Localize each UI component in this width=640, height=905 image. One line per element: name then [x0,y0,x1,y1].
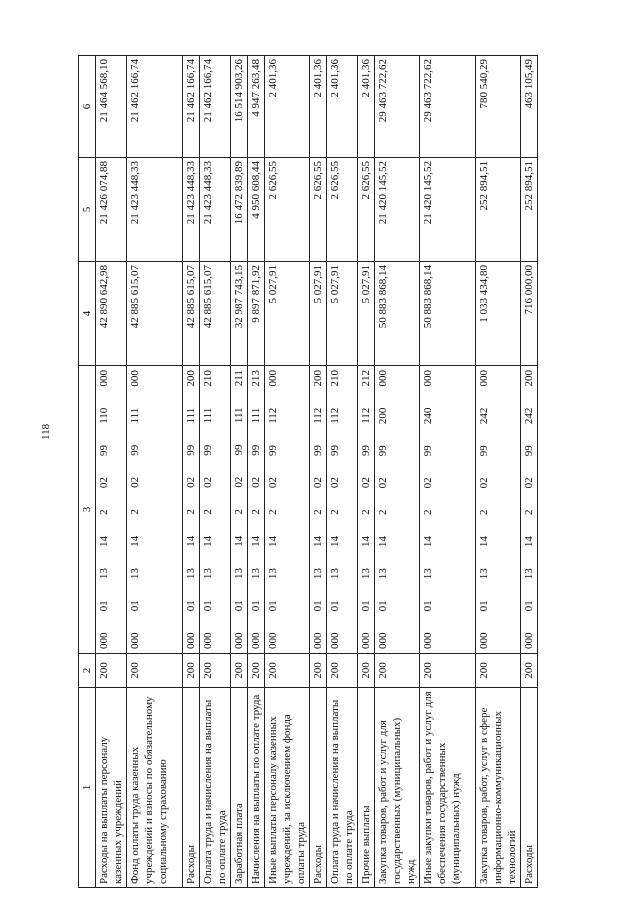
classifier-part: 2 [202,509,214,515]
row-value-col5: 21 423 448,33 [183,158,200,262]
classifier-part: 000 [233,632,245,649]
classifier-part: 01 [98,600,110,612]
header-cell: 3 [79,366,96,654]
row-classifier [183,366,200,654]
classifier-part: 02 [422,477,434,489]
row-name: Оплата труда и начисления на выплаты по оплате труда [200,688,231,888]
row-value-col5: 21 426 074,88 [96,158,127,262]
classifier-part: 2 [267,509,279,515]
row-classifier [127,366,183,654]
classifier-part: 111 [250,407,262,424]
classifier-part: 2 [98,509,110,515]
classifier-part: 01 [329,600,341,612]
classifier-part: 13 [422,568,434,580]
classifier-part: 13 [233,567,245,579]
header-cell: 5 [79,158,96,262]
classifier-part: 99 [233,444,245,456]
row-value-col5: 21 420 145,52 [420,158,476,262]
row-classifier [248,366,265,654]
row-name: Закупка товаров, работ, услуг в сфере информационно-коммуникационных технологий [476,688,521,888]
row-code: 200 [183,654,200,688]
classifier-part: 14 [377,536,389,548]
table-row [310,56,327,888]
classifier-part: 2 [360,509,372,515]
row-value-col6: 2 401,36 [358,56,375,158]
row-value-col5: 2 626,55 [358,158,375,262]
classifier-part: 14 [185,535,197,547]
row-value-col4: 9 897 871,92 [248,262,265,366]
classifier-part: 99 [377,445,389,457]
row-name: Заработная плата [231,688,248,888]
classifier-part: 02 [98,477,110,489]
row-classifier [476,366,521,654]
row-value-col5: 2 626,55 [310,158,327,262]
header-cell: 2 [79,654,96,688]
row-value-col6: 780 540,29 [476,56,521,158]
table-row [327,56,358,888]
classifier-part: 13 [202,568,214,580]
classifier-part: 2 [233,508,245,515]
budget-table [78,55,538,888]
classifier-part: 2 [329,509,341,515]
classifier-part: 02 [478,477,490,489]
classifier-part: 111 [185,407,197,424]
row-value-col5: 252 894,51 [476,158,521,262]
header-cell: 6 [79,56,96,158]
row-name: Расходы на выплаты персоналу казенных учреждений [96,688,127,888]
row-classifier [231,366,248,654]
row-classifier [96,366,127,654]
classifier-part: 01 [202,600,214,612]
classifier-part: 200 [377,407,389,425]
classifier-part: 02 [329,477,341,489]
classifier-part: 01 [129,600,141,612]
row-name: Оплата труда и начисления на выплаты по оплате труда [327,688,358,888]
row-value-col5: 21 420 145,52 [375,158,420,262]
classifier-part: 13 [185,568,197,580]
classifier-part: 000 [523,632,535,649]
row-name: Расходы [310,688,327,888]
table-row [521,56,538,888]
classifier-part: 01 [360,600,372,612]
classifier-part: 242 [478,407,490,425]
row-name: Прочие выплаты [358,688,375,888]
classifier-part: 02 [312,477,324,489]
row-value-col4: 42 890 642,98 [96,262,127,366]
row-value-col6: 21 464 568,10 [96,56,127,158]
classifier-part: 2 [129,509,141,515]
classifier-part: 02 [233,476,245,488]
table-row [358,56,375,888]
row-value-col6: 2 401,36 [310,56,327,158]
row-name: Фонд оплаты труда казенных учреждений и взносы по обязательному социальному страхованию [127,688,183,888]
classifier-part: 210 [202,370,214,387]
row-value-col6: 463 105,49 [521,56,538,158]
row-code: 200 [521,654,538,688]
table-row [231,56,248,888]
row-value-col5: 21 423 448,33 [127,158,183,262]
header-cell: 1 [79,688,96,888]
row-code: 200 [358,654,375,688]
classifier-part: 111 [202,407,214,424]
row-code: 200 [248,654,265,688]
row-value-col4: 50 883 868,14 [375,262,420,366]
classifier-part: 112 [267,407,279,424]
classifier-part: 14 [478,536,490,548]
row-classifier [327,366,358,654]
classifier-part: 000 [312,632,324,649]
row-value-col5: 21 423 448,33 [200,158,231,262]
classifier-part: 99 [523,445,535,457]
row-value-col4: 1 033 434,80 [476,262,521,366]
row-code: 200 [420,654,476,688]
row-name: Закупка товаров, работ и услуг для государственных (муниципальных) нужд [375,688,420,888]
classifier-part: 14 [422,536,434,548]
classifier-part: 02 [523,477,535,489]
classifier-part: 2 [523,509,535,515]
classifier-part: 01 [377,600,389,612]
header-row [79,56,96,888]
classifier-part: 210 [329,370,341,387]
classifier-part: 200 [523,370,535,387]
row-value-col5: 2 626,55 [265,158,310,262]
table-row [127,56,183,888]
classifier-part: 14 [98,535,110,547]
row-classifier [420,366,476,654]
row-code: 200 [231,654,248,688]
row-classifier [358,366,375,654]
classifier-part: 000 [202,632,214,649]
classifier-part: 02 [267,477,279,489]
classifier-part: 000 [329,632,341,649]
row-code: 200 [476,654,521,688]
classifier-part: 02 [250,476,262,488]
row-value-col5: 4 950 608,44 [248,158,265,262]
classifier-part: 000 [250,632,262,649]
row-classifier [521,366,538,654]
classifier-part: 111 [233,407,245,424]
classifier-part: 2 [422,509,434,515]
classifier-part: 01 [267,600,279,612]
row-code: 200 [375,654,420,688]
row-value-col6: 16 514 903,26 [231,56,248,158]
classifier-part: 13 [360,568,372,580]
classifier-part: 14 [523,536,535,548]
classifier-part: 13 [98,568,110,580]
row-value-col5: 16 472 839,89 [231,158,248,262]
classifier-part: 02 [129,476,141,488]
classifier-part: 02 [202,476,214,488]
row-code: 200 [310,654,327,688]
table-row [96,56,127,888]
row-name: Расходы [521,688,538,888]
row-value-col6: 21 462 166,74 [127,56,183,158]
classifier-part: 02 [360,477,372,489]
row-code: 200 [327,654,358,688]
row-name: Иные закупки товаров, работ и услуг для обеспечения государственных (муниципальных) нужд [420,688,476,888]
row-code: 200 [200,654,231,688]
classifier-part: 2 [377,509,389,515]
classifier-part: 2 [312,509,324,515]
classifier-part: 000 [98,632,110,649]
row-code: 200 [96,654,127,688]
classifier-part: 99 [329,444,341,456]
classifier-part: 000 [377,632,389,649]
row-value-col6: 2 401,36 [327,56,358,158]
classifier-part: 99 [250,444,262,456]
classifier-part: 13 [129,568,141,580]
classifier-part: 01 [185,600,197,612]
classifier-part: 99 [360,444,372,456]
row-value-col4: 5 027,91 [358,262,375,366]
classifier-part: 2 [478,509,490,515]
classifier-part: 000 [478,632,490,649]
classifier-part: 99 [478,445,490,457]
row-name: Иные выплаты персоналу казенных учреждений, за исключением фонда оплаты труда [265,688,310,888]
row-value-col4: 42 885 615,07 [127,262,183,366]
classifier-part: 111 [129,407,141,424]
row-value-col4: 5 027,91 [310,262,327,366]
classifier-part: 99 [185,444,197,456]
row-value-col6: 29 463 722,62 [375,56,420,158]
classifier-part: 14 [360,535,372,547]
classifier-part: 99 [202,444,214,456]
row-classifier [310,366,327,654]
classifier-part: 02 [185,476,197,488]
classifier-part: 13 [312,568,324,580]
classifier-part: 110 [98,407,110,424]
classifier-part: 213 [250,370,262,387]
classifier-part: 000 [360,632,372,649]
classifier-part: 99 [312,444,324,456]
classifier-part: 112 [312,407,324,424]
classifier-part: 13 [329,568,341,580]
classifier-part: 000 [185,632,197,649]
classifier-part: 01 [422,600,434,612]
header-cell: 4 [79,262,96,366]
classifier-part: 000 [129,370,141,387]
classifier-part: 000 [267,370,279,387]
classifier-part: 212 [360,370,372,387]
classifier-part: 000 [377,370,389,387]
row-classifier [375,366,420,654]
classifier-part: 01 [523,600,535,612]
classifier-part: 000 [129,632,141,649]
classifier-part: 211 [233,370,245,387]
row-value-col6: 29 463 722,62 [420,56,476,158]
classifier-part: 112 [329,407,341,424]
classifier-part: 13 [523,568,535,580]
row-value-col4: 5 027,91 [327,262,358,366]
classifier-part: 242 [523,407,535,425]
classifier-part: 200 [185,370,197,387]
row-code: 200 [265,654,310,688]
row-value-col4: 716 000,00 [521,262,538,366]
classifier-part: 13 [478,568,490,580]
row-value-col4: 32 987 743,15 [231,262,248,366]
classifier-part: 01 [250,600,262,612]
row-value-col4: 5 027,91 [265,262,310,366]
row-name: Расходы [183,688,200,888]
table-row [476,56,521,888]
row-code: 200 [127,654,183,688]
classifier-part: 13 [250,568,262,580]
row-value-col6: 4 947 263,48 [248,56,265,158]
classifier-part: 01 [478,600,490,612]
table-row [200,56,231,888]
classifier-part: 02 [377,477,389,489]
classifier-part: 14 [233,535,245,547]
row-value-col4: 42 885 615,07 [183,262,200,366]
classifier-part: 14 [129,535,141,547]
classifier-part: 14 [329,535,341,547]
rotated-table-container [78,56,626,888]
classifier-part: 240 [422,407,434,425]
classifier-part: 000 [422,370,434,387]
table-row [420,56,476,888]
classifier-part: 14 [250,535,262,547]
classifier-part: 01 [312,600,324,612]
page-number: 118 [40,423,52,440]
classifier-part: 112 [360,407,372,424]
row-value-col5: 252 894,51 [521,158,538,262]
classifier-part: 14 [202,535,214,547]
row-value-col4: 50 883 868,14 [420,262,476,366]
classifier-part: 99 [129,444,141,456]
classifier-part: 99 [267,444,279,456]
table-row [248,56,265,888]
classifier-part: 01 [233,600,245,612]
classifier-part: 13 [267,568,279,580]
classifier-part: 2 [185,509,197,515]
classifier-part: 000 [98,370,110,387]
row-value-col6: 21 462 166,74 [183,56,200,158]
classifier-part: 000 [478,370,490,387]
row-value-col6: 2 401,36 [265,56,310,158]
row-classifier [200,366,231,654]
classifier-part: 2 [250,509,262,515]
classifier-part: 13 [377,568,389,580]
classifier-part: 200 [312,370,324,387]
classifier-part: 99 [98,444,110,456]
row-value-col5: 2 626,55 [327,158,358,262]
row-name: Начисления на выплаты по оплате труда [248,688,265,888]
row-value-col4: 42 885 615,07 [200,262,231,366]
row-classifier [265,366,310,654]
classifier-part: 000 [422,632,434,649]
table-row [183,56,200,888]
classifier-part: 000 [267,632,279,649]
classifier-part: 99 [422,445,434,457]
row-value-col6: 21 462 166,74 [200,56,231,158]
classifier-part: 14 [312,535,324,547]
table-row [375,56,420,888]
table-row [265,56,310,888]
classifier-part: 14 [267,535,279,547]
